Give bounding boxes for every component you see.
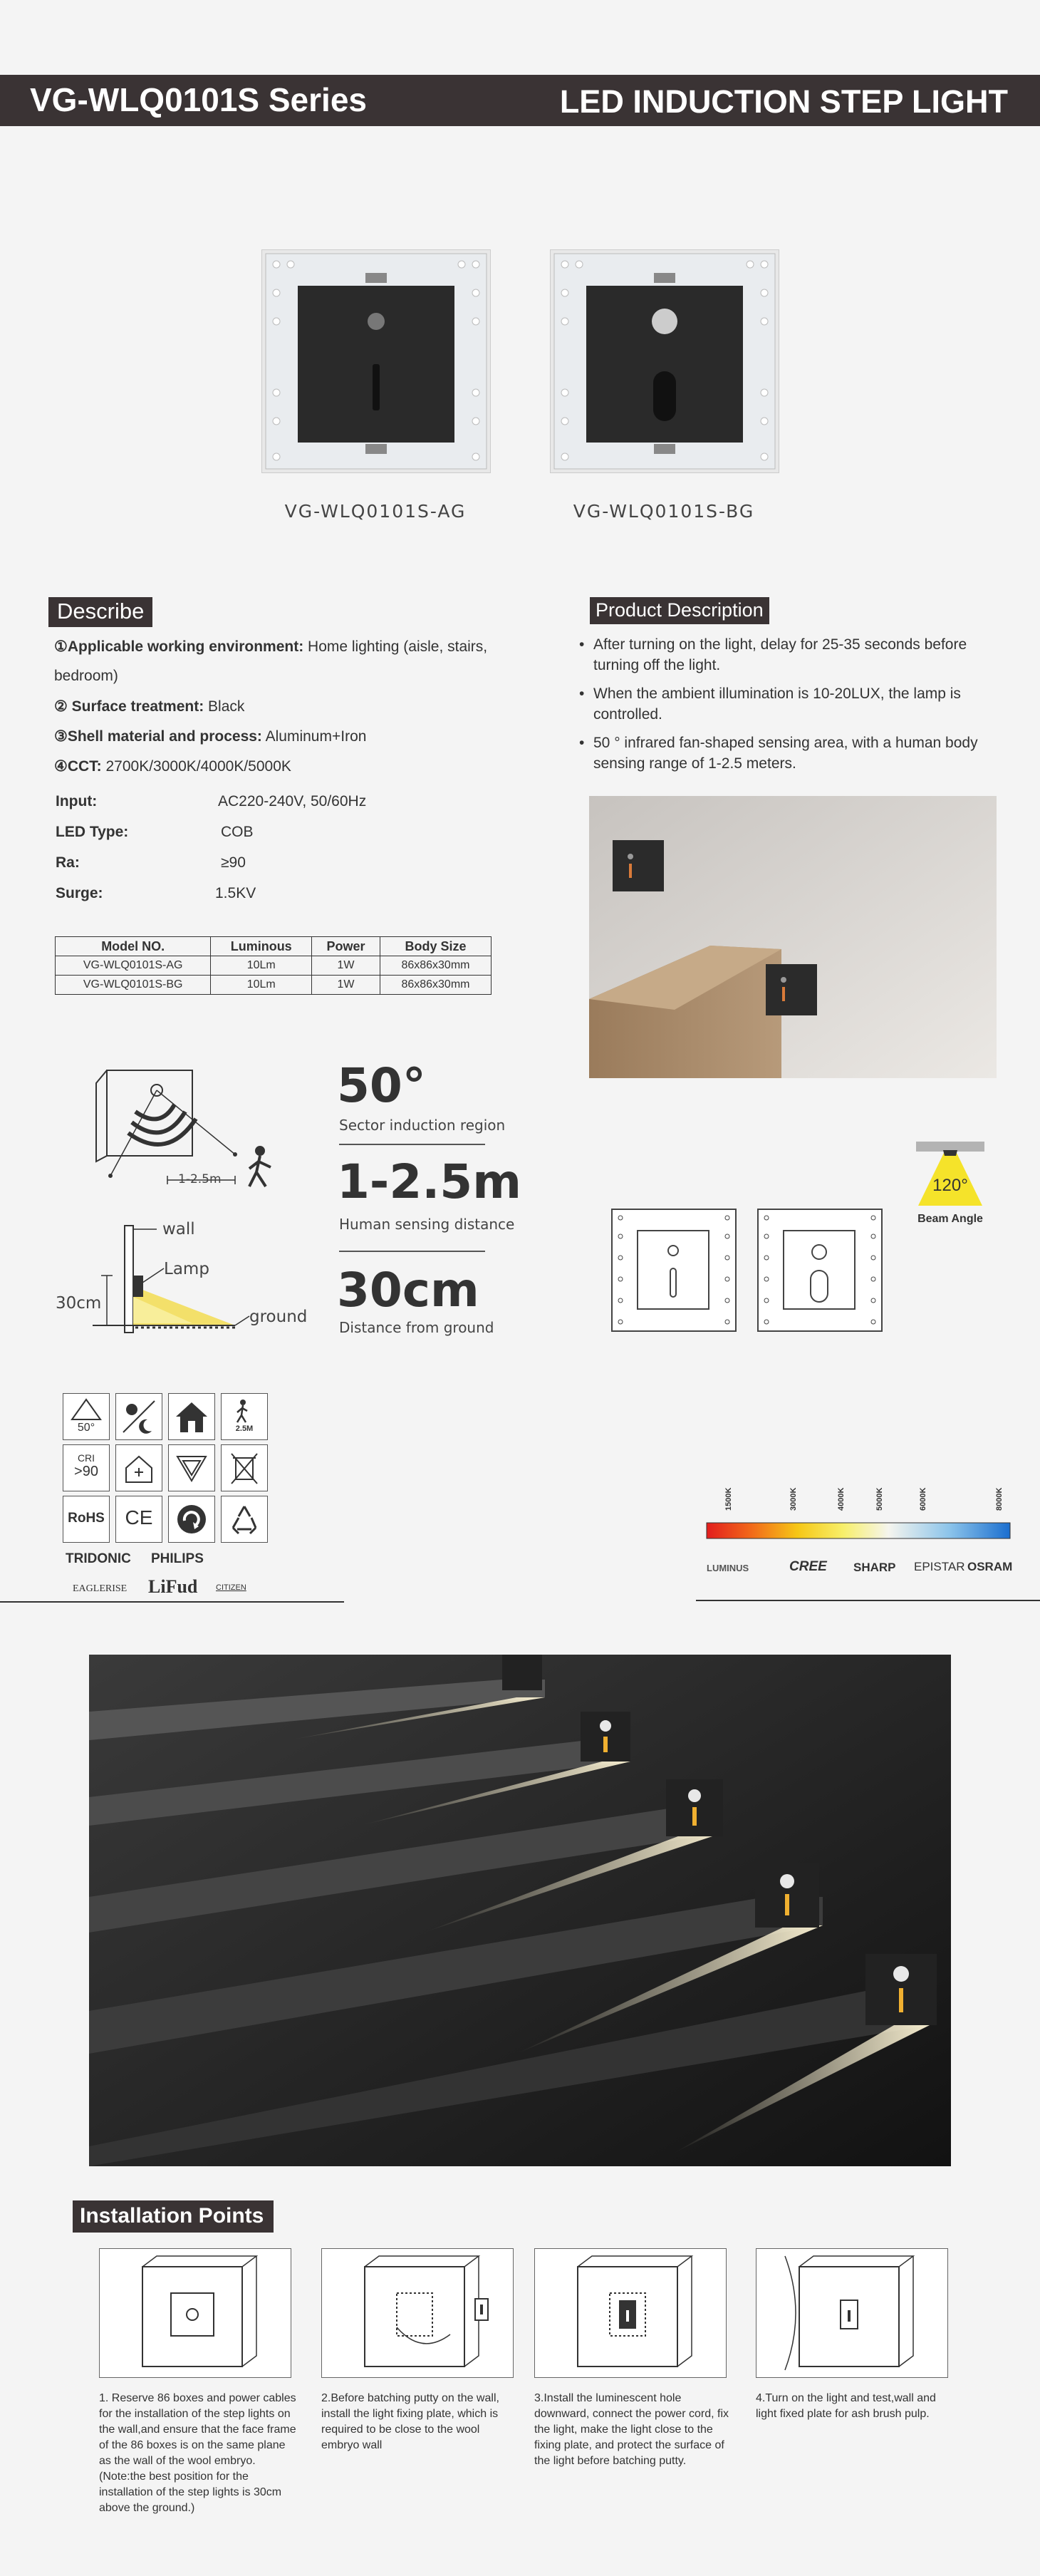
day-night-icon [115, 1393, 162, 1440]
table-cell: VG-WLQ0101S-BG [56, 976, 211, 995]
install-step-1-text: 1. Reserve 86 boxes and power cables for the installation of the step lights on the wall,and ensure that the face frame of the 86 boxes is on the same plane as the wall of the wool embryo.(Note:the best position for the installation of the step lights is 30cm above the ground.) [99, 2392, 296, 2514]
series-title: VG-WLQ0101S Series [30, 81, 367, 118]
describe-item-1: ①Applicable working environment: Home lighting (aisle, stairs, [54, 638, 488, 655]
header-bar [0, 75, 1040, 126]
spec-key-input: Input: [56, 793, 98, 809]
ce-icon: CE [115, 1496, 162, 1543]
spec-val-surge: 1.5KV [215, 885, 256, 901]
angle-caption: Sector induction region [339, 1117, 506, 1134]
install-step-4-text: 4.Turn on the light and test,wall and light fixed plate for ash brush pulp. [756, 2392, 936, 2420]
install-step-4-image [756, 2248, 948, 2378]
brand-philips: PHILIPS [151, 1551, 204, 1566]
product-title: LED INDUCTION STEP LIGHT [559, 83, 1008, 120]
product-description-list: • After turning on the light, delay for 25-35 seconds before turning off the light. • When the ambient illumination is 10-20LUX, the lamp is controlled. • 50 ° infrared fan-shaped sensing area, with a human body sensing range of 1-2.5 meters. [579, 634, 992, 774]
divider [339, 1251, 485, 1252]
install-step-2-text: 2.Before batching putty on the wall, install the light fixing plate, which is required to be close to the wool embryo wall [321, 2392, 499, 2451]
product-description-heading: Product Description [590, 597, 769, 624]
brand-epistar: EPISTAR [914, 1560, 965, 1573]
table-header: Body Size [380, 937, 491, 956]
brand-osram: OSRAM [967, 1560, 1013, 1573]
install-step-3-text: 3.Install the luminescent hole downward, connect the power cord, fix the light, make the light close to the fixing plate, and protect the surface of the light before batching putty. [534, 2392, 729, 2467]
stairs-photo [89, 1655, 951, 2166]
spec-key-surge: Surge: [56, 885, 103, 901]
height-label: 30cm [56, 1294, 102, 1313]
table-row [56, 956, 492, 976]
table-cell: 1W [312, 956, 380, 976]
diagram-range-label: 1-2.5m [178, 1172, 222, 1186]
range-value: 1-2.5m [337, 1154, 522, 1209]
table-header: Model NO. [56, 937, 211, 956]
table-header-row [56, 937, 492, 956]
cri-icon: CRI >90 [63, 1444, 110, 1491]
describe-item-2: ② Surface treatment: Black [54, 698, 245, 715]
describe-heading: Describe [48, 597, 152, 627]
install-step-2-image [321, 2248, 514, 2378]
brand-cree: CREE [789, 1559, 827, 1574]
dimension-drawing-ag [610, 1208, 737, 1333]
section-rule-left [0, 1601, 344, 1603]
angle-50-icon: 50° [63, 1393, 110, 1440]
spec-val-ra: ≥90 [221, 854, 246, 871]
product-label-bg: VG-WLQ0101S-BG [573, 501, 755, 522]
brand-eaglerise: EAGLERISE [73, 1583, 128, 1594]
indoor-icon [115, 1444, 162, 1491]
table-cell: VG-WLQ0101S-AG [56, 956, 211, 976]
table-cell: 86x86x30mm [380, 956, 491, 976]
sensor-range-icon: 2.5M [221, 1393, 268, 1440]
bullet-item: When the ambient illumination is 10-20LUX, the lamp is controlled. [593, 686, 961, 723]
brand-luminus: LUMINUS [707, 1563, 749, 1573]
installation-heading: Installation Points [73, 2200, 274, 2233]
cct-scale [705, 1479, 1012, 1543]
recycle-arrow-icon [168, 1496, 215, 1543]
describe-item-3: ③Shell material and process: Aluminum+Iron [54, 728, 367, 745]
spec-table [55, 936, 492, 995]
ground-label: ground [249, 1308, 308, 1326]
bullet-item: After turning on the light, delay for 25-35 seconds before turning off the light. [593, 636, 967, 673]
recycle-icon [221, 1496, 268, 1543]
brand-tridonic: TRIDONIC [66, 1551, 131, 1566]
spec-val-input: AC220-240V, 50/60Hz [218, 793, 367, 809]
table-row [56, 976, 492, 995]
angle-value: 50° [337, 1058, 426, 1113]
install-step-3-image [534, 2248, 727, 2378]
home-icon [168, 1393, 215, 1440]
spec-key-led: LED Type: [56, 824, 129, 840]
weee-bin-icon [221, 1444, 268, 1491]
describe-item-1-cont: bedroom) [54, 668, 118, 684]
table-cell: 86x86x30mm [380, 976, 491, 995]
brand-lifud: LiFud [148, 1576, 198, 1597]
rohs-icon: RoHS [63, 1496, 110, 1543]
spec-key-ra: Ra: [56, 854, 80, 871]
lamp-label: Lamp [164, 1260, 209, 1278]
table-header: Luminous [211, 937, 312, 956]
brand-citizen: CITIZEN [216, 1583, 246, 1592]
range-caption: Human sensing distance [339, 1216, 515, 1233]
table-cell: 1W [312, 976, 380, 995]
height-caption: Distance from ground [339, 1319, 494, 1336]
beam-angle-value: 120° [932, 1176, 968, 1195]
wall-label: wall [162, 1220, 195, 1238]
safety-class-icon [168, 1444, 215, 1491]
table-cell: 10Lm [211, 976, 312, 995]
beam-angle-graphic [915, 1140, 986, 1208]
divider [339, 1144, 485, 1145]
describe-item-4: ④CCT: 2700K/3000K/4000K/5000K [54, 758, 291, 775]
spec-val-led: COB [221, 824, 254, 840]
room-photo [589, 796, 997, 1078]
height-value: 30cm [337, 1263, 479, 1318]
section-rule-right [696, 1600, 1040, 1601]
product-image-bg [550, 249, 779, 473]
dimension-drawing-bg [756, 1208, 883, 1333]
product-image-ag [261, 249, 491, 473]
table-header: Power [312, 937, 380, 956]
bullet-item: 50 ° infrared fan-shaped sensing area, with a human body sensing range of 1-2.5 meters. [593, 735, 978, 772]
beam-angle-label: Beam Angle [917, 1213, 983, 1225]
product-label-ag: VG-WLQ0101S-AG [284, 501, 467, 522]
brand-sharp: SHARP [853, 1561, 896, 1574]
table-cell: 10Lm [211, 956, 312, 976]
install-step-1-image [99, 2248, 291, 2378]
